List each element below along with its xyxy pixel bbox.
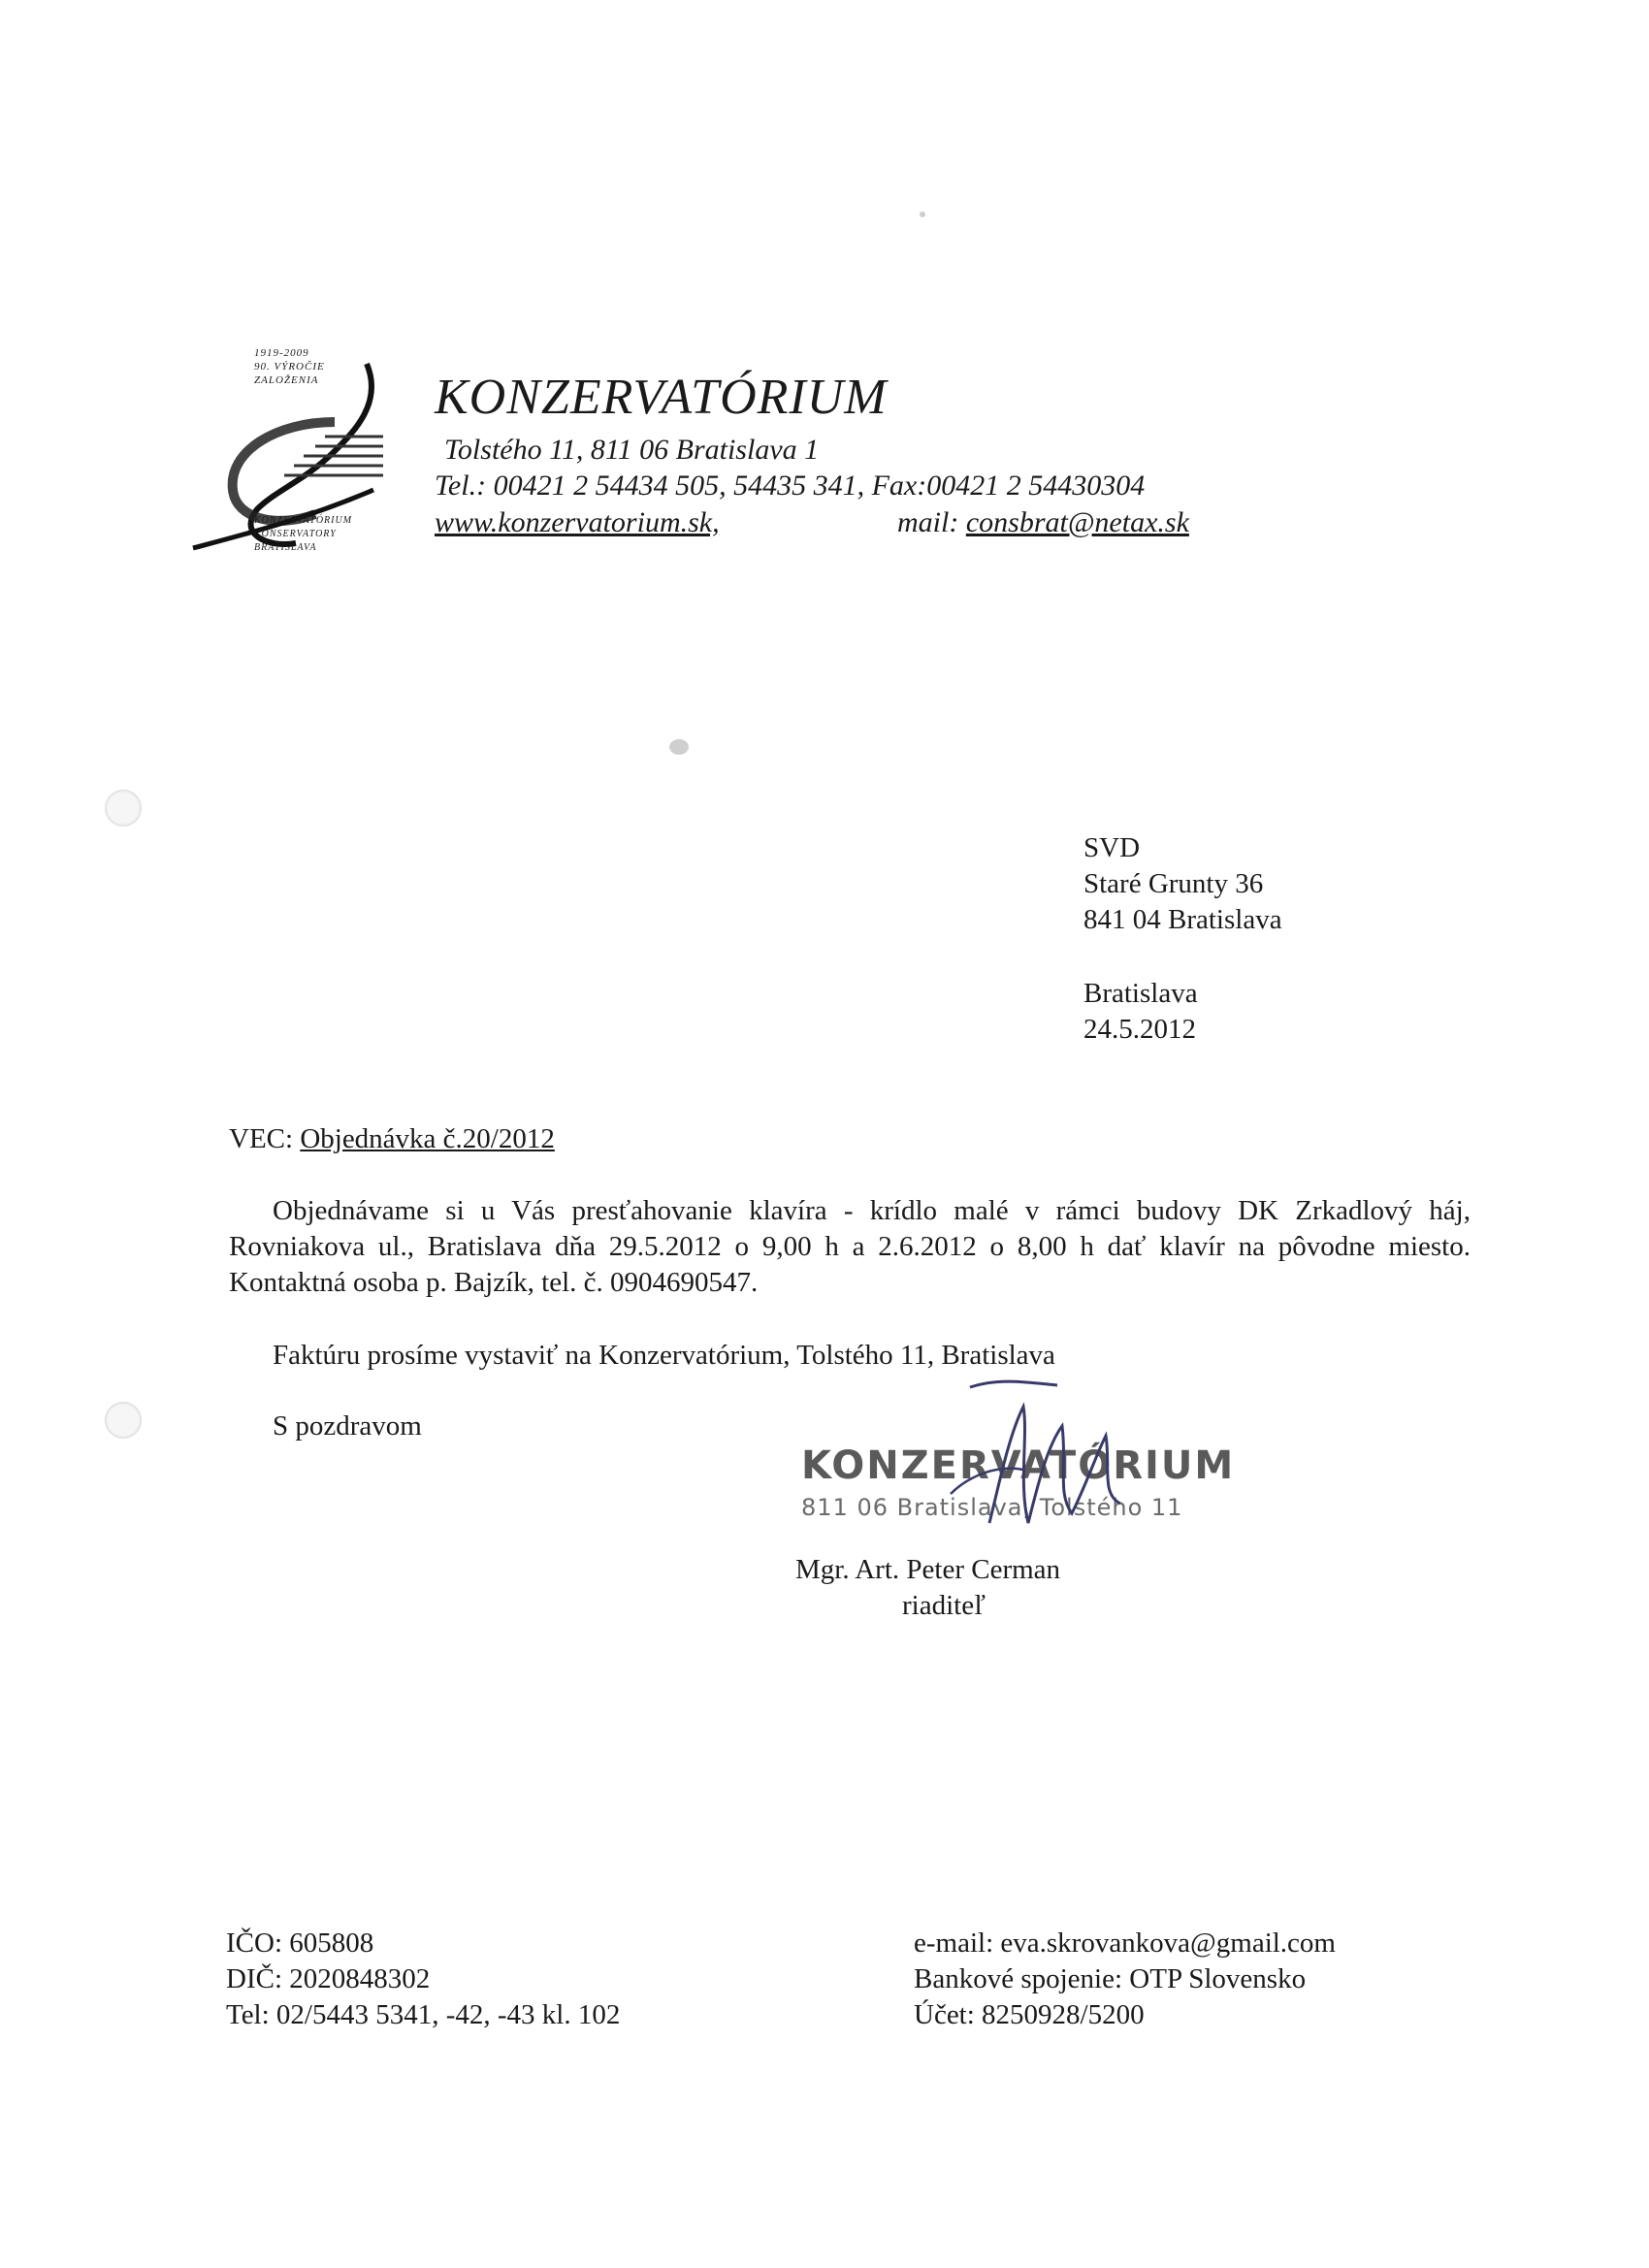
logo-line: BRATISLAVA — [254, 542, 317, 553]
footer-bank: Bankové spojenie: OTP Slovensko — [914, 1963, 1307, 1994]
punch-hole-bottom — [105, 1402, 142, 1439]
email-link[interactable]: consbrat@netax.sk — [965, 506, 1189, 538]
footer-email: e-mail: eva.skrovankova@gmail.com — [914, 1928, 1336, 1959]
logo-line: 90. VÝROČIE — [254, 361, 325, 373]
logo-line: ZALOŽENIA — [254, 374, 319, 386]
signatory-name: Mgr. Art. Peter Cerman — [795, 1554, 1061, 1585]
logo-line: KONZERVATÓRIUM — [254, 515, 353, 526]
place-date — [1083, 976, 1198, 1048]
closing-greeting: S pozdravom — [273, 1410, 422, 1442]
recipient-line: Staré Grunty 36 — [1083, 868, 1264, 899]
date: 24.5.2012 — [1083, 1014, 1196, 1045]
logo-caption — [254, 514, 352, 555]
subject-label: VEC: — [229, 1123, 294, 1154]
subject-text: Objednávka č.20/2012 — [300, 1123, 555, 1154]
punch-hole-top — [105, 790, 142, 826]
footer-contact-bank — [914, 1926, 1336, 2033]
letterhead-mail — [897, 506, 1189, 539]
recipient-line: SVD — [1083, 832, 1141, 863]
letterhead-address: Tolstého 11, 811 06 Bratislava 1 — [444, 434, 820, 466]
mail-label: mail: — [897, 506, 959, 538]
footer-company-ids — [226, 1926, 620, 2033]
footer-dic: DIČ: 2020848302 — [226, 1963, 431, 1994]
place: Bratislava — [1083, 978, 1198, 1009]
logo-line: CONSERVATORY — [254, 529, 337, 539]
footer-ico: IČO: 605808 — [226, 1928, 374, 1959]
letterhead-website-link[interactable]: www.konzervatorium.sk, — [435, 506, 720, 538]
body-paragraph-order: Objednávame si u Vás presťahovanie klavíra - krídlo malé v rámci budovy DK Zrkadlový háj, Rovniakova ul., Bratislava dňa 29.5.2012 o 9,00 h a 2.6.2012 o 8,00 h dať klavír na pôvodne miesto. Kontaktná osoba p. Bajzík, tel. č. 0904690547. — [229, 1195, 1471, 1298]
paper-speck — [920, 211, 925, 217]
logo-anniversary-text — [254, 346, 325, 387]
handwritten-signature — [931, 1377, 1154, 1533]
letterhead-phones: Tel.: 00421 2 54434 505, 54435 341, Fax:00421 2 54430304 — [435, 470, 1146, 502]
paper-speck — [669, 739, 689, 755]
logo-line: 1919-2009 — [254, 347, 309, 359]
stamp-name: KONZERVATÓRIUM — [801, 1443, 1236, 1488]
organization-name: KONZERVATÓRIUM — [435, 370, 888, 425]
subject-line — [229, 1121, 555, 1157]
signatory-title: riaditeľ — [902, 1590, 986, 1621]
stamp-address: 811 06 Bratislava, Tolstého 11 — [801, 1494, 1183, 1521]
footer-tel: Tel: 02/5443 5341, -42, -43 kl. 102 — [226, 1999, 621, 2030]
recipient-address — [1083, 830, 1282, 938]
body-paragraph-invoice: Faktúru prosíme vystaviť na Konzervatórium, Tolstého 11, Bratislava — [273, 1340, 1055, 1371]
footer-account: Účet: 8250928/5200 — [914, 1999, 1145, 2030]
recipient-line: 841 04 Bratislava — [1083, 904, 1282, 935]
